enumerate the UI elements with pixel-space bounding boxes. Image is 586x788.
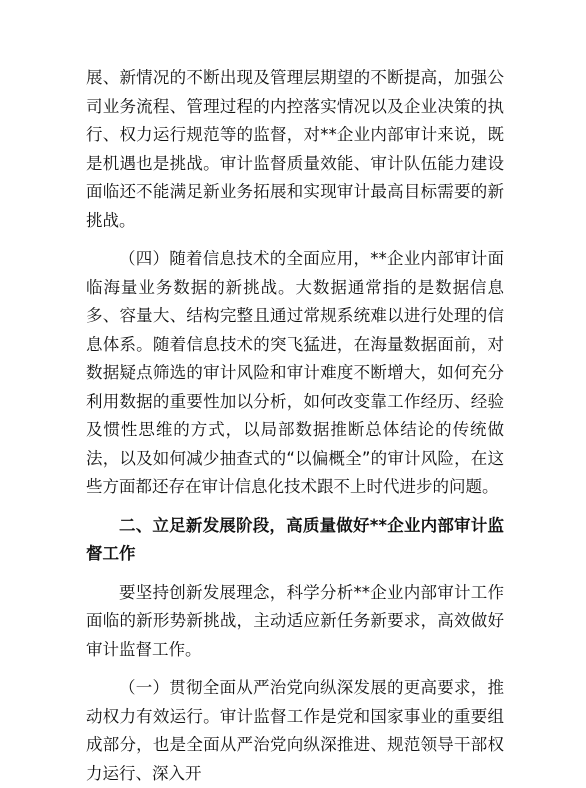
paragraph-continuation: 展、新情况的不断出现及管理层期望的不断提高，加强公司业务流程、管理过程的内控落实情况以及企业决策的执行、权力运行规范等的监督，对**企业内部审计来说，既是机遇也是挑战。审计监督质量效能、审计队伍能力建设面临还不能满足新业务拓展和实现审计最高目标需要的新挑战。 <box>86 68 504 230</box>
section-heading-two: 二、立足新发展阶段，高质量做好**企业内部审计监督工作 <box>86 515 504 563</box>
document-page <box>86 64 504 788</box>
paragraph-section-four: （四）随着信息技术的全面应用，**企业内部审计面临海量业务数据的新挑战。大数据通常指的是数据信息多、容量大、结构完整且通过常规系统难以进行处理的信息体系。随着信息技术的突飞猛进，在海量数据面前，对数据疑点筛选的审计风险和审计难度不断增大，如何充分利用数据的重要性加以分析，如何改变靠工作经历、经验及惯性思维的方式，以局部数据推断总体结论的传统做法，以及如何减少抽查式的“以偏概全”的审计风险，在这些方面都还存在审计信息化技术跟不上时代进步的问题。 <box>86 249 504 496</box>
paragraph-subsection-one: （一）贯彻全面从严治党向纵深发展的更高要求，推动权力有效运行。审计监督工作是党和国家事业的重要组成部分，也是全面从严治党向纵深推进、规范领导干部权力运行、深入开 <box>86 678 504 783</box>
paragraph-section-two-intro: 要坚持创新发展理念，科学分析**企业内部审计工作面临的新形势新挑战，主动适应新任务新要求，高效做好审计监督工作。 <box>86 582 504 659</box>
